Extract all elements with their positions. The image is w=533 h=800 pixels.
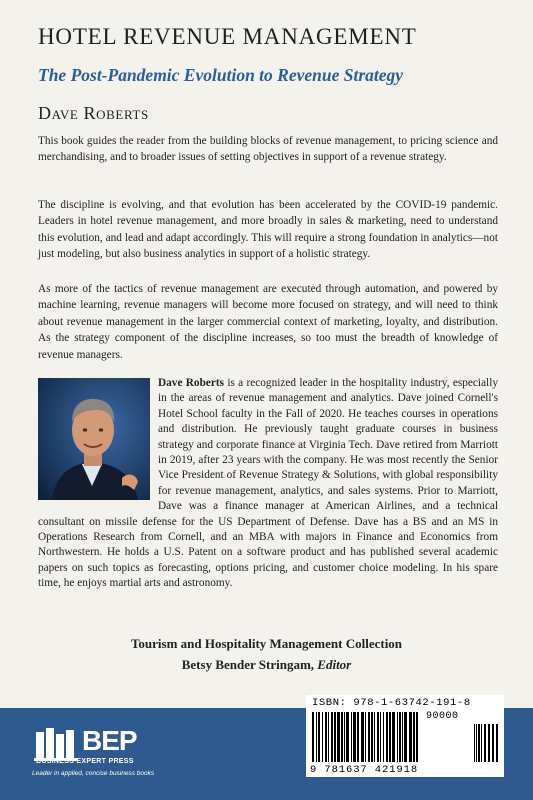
description-paragraph: This book guides the reader from the building blocks of revenue management, to pricing science and merchandising, and to broader issues of setting objectives in support of a revenue strategy. bbox=[38, 135, 498, 164]
author-bio bbox=[38, 376, 498, 592]
publisher-name: BUSINESS EXPERT PRESS bbox=[36, 758, 134, 765]
barcode-number: 9 781637 421918 bbox=[310, 764, 419, 776]
collection-name: Tourism and Hospitality Management Collection bbox=[130, 636, 403, 651]
publisher-tagline: Leader in applied, concise business books bbox=[32, 770, 155, 777]
book-title: HOTEL REVENUE MANAGEMENT bbox=[38, 24, 417, 49]
barcode-icon bbox=[310, 710, 500, 768]
price-code: 90000 bbox=[426, 711, 459, 722]
publisher-logo: BEP bbox=[82, 725, 137, 756]
description-paragraph: The discipline is evolving, and that evolution has been accelerated by the COVID-19 pandemic. Leaders in hotel revenue management, and more broadly in sales & marketing, need to understand this evolution, and lead and adapt accordingly. This will require a strong foundation in analytics—not just modeling, but also business analytics in support of a holistic strategy. bbox=[38, 199, 498, 261]
book-subtitle: The Post-Pandemic Evolution to Revenue Strategy bbox=[38, 65, 404, 85]
editor-name: Betsy Bender Stringam, bbox=[181, 657, 315, 672]
bio-text: is a recognized leader in the hospitality industry, especially in the areas of revenue management and analytics. Dave joined Cornell's Hotel School faculty in the Fall of 2020. He teaches courses in operations and distribution. He previously taught graduate courses in business strategy and corporate finance at Virginia Tech. Dave retired from Marriott in 2019, after 23 years with the company. He was most recently the Senior Vice President of Revenue Strategy & Solutions, with global responsibility for revenue management, analytics, and sales systems. Prior to Marriott, Dave was a finance manager at American Airlines, and a technical consultant on missile defense for the US Department of Defense. Dave has a BS and an MS in Operations Research from Cornell, and an MBA with majors in Finance and Economics from Northwestern. He holds a U.S. Patent on a software product and has published several academic papers on such topics as forecasting, options pricing, and customer choice modeling. In his spare time, he enjoys martial arts and astronomy. bbox=[38, 377, 498, 590]
book-author: Dave Roberts bbox=[38, 103, 149, 123]
collection-editor bbox=[0, 657, 533, 673]
editor-role: Editor bbox=[317, 657, 352, 672]
description-paragraph: As more of the tactics of revenue management are executed through automation, and powered by machine learning, revenue managers will become more focused on strategy, and will need to think about revenue management in the larger commercial context of marketing, loyalty, and distribution. As the strategy component of the discipline increases, so too must the breadth of knowledge of revenue managers. bbox=[38, 283, 498, 361]
bio-author-name: Dave Roberts bbox=[158, 377, 225, 389]
isbn-label: ISBN: 978-1-63742-191-8 bbox=[312, 697, 471, 709]
